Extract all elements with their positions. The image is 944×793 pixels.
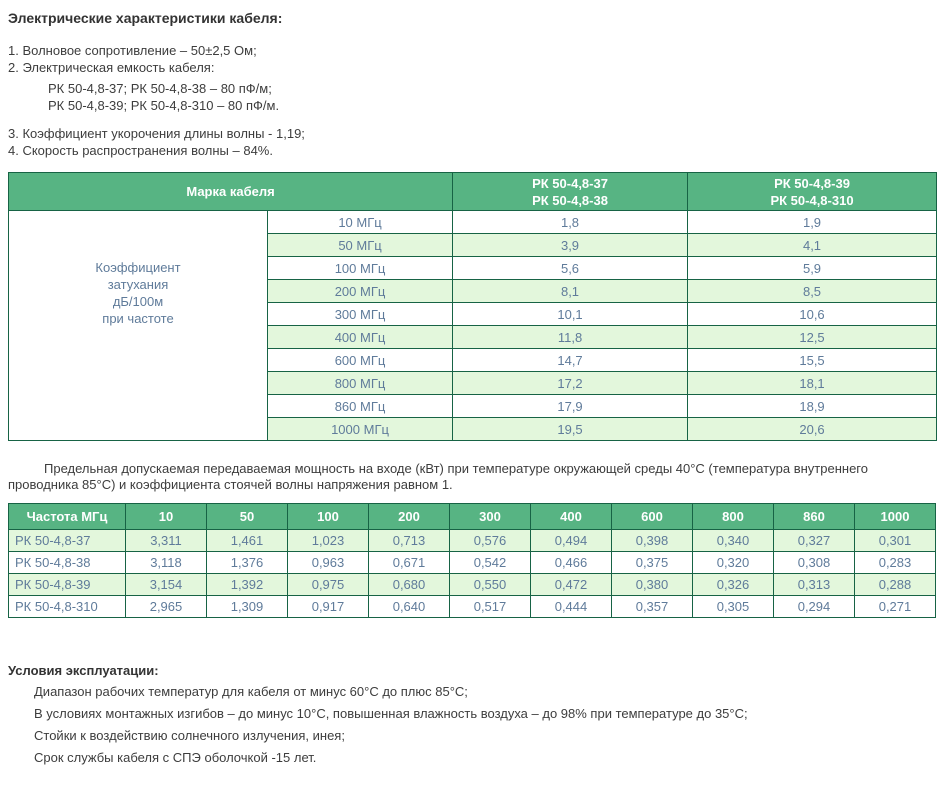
value-cell: 0,283 [855, 552, 936, 574]
value-cell: 8,5 [688, 280, 937, 303]
value-cell: 0,327 [774, 530, 855, 552]
value-cell: 0,550 [450, 574, 531, 596]
value-cell: 0,326 [693, 574, 774, 596]
table-row [9, 552, 936, 574]
power-table [8, 503, 936, 618]
value-cell: 18,9 [688, 395, 937, 418]
freq-cell: 10 МГц [268, 211, 453, 234]
value-cell: 1,376 [207, 552, 288, 574]
value-cell: 0,975 [288, 574, 369, 596]
value-cell: 0,271 [855, 596, 936, 618]
value-cell: 0,308 [774, 552, 855, 574]
freq-cell: 600 МГц [268, 349, 453, 372]
value-cell: 2,965 [126, 596, 207, 618]
header-cable-310: РК 50-4,8-310 [770, 192, 854, 208]
usage-item-service-life: Срок службы кабеля с СПЭ оболочкой -15 лет. [34, 750, 317, 765]
freq-cell: 400 МГц [268, 326, 453, 349]
power-header-row [9, 504, 936, 530]
attenuation-side-label [9, 211, 268, 441]
value-cell: 1,392 [207, 574, 288, 596]
value-cell: 0,472 [531, 574, 612, 596]
header-freq-value: 100 [288, 504, 369, 530]
header-freq-value: 600 [612, 504, 693, 530]
value-cell: 17,9 [453, 395, 688, 418]
value-cell: 0,640 [369, 596, 450, 618]
value-cell: 0,680 [369, 574, 450, 596]
header-cable-37: РК 50-4,8-37 [532, 175, 608, 191]
usage-item-solar: Стойки к воздействию солнечного излучения, инея; [34, 728, 345, 743]
value-cell: 0,517 [450, 596, 531, 618]
freq-cell: 50 МГц [268, 234, 453, 257]
attenuation-header-row [9, 173, 937, 211]
cable-label-cell: РК 50-4,8-37 [9, 530, 126, 552]
header-cable-39-310 [688, 173, 937, 211]
value-cell: 15,5 [688, 349, 937, 372]
table-row [9, 211, 937, 234]
table-row [9, 596, 936, 618]
capacitance-sublist [48, 80, 936, 114]
value-cell: 1,309 [207, 596, 288, 618]
value-cell: 0,340 [693, 530, 774, 552]
side-label-line: затухания [107, 277, 169, 292]
value-cell: 0,313 [774, 574, 855, 596]
value-cell: 3,311 [126, 530, 207, 552]
value-cell: 0,963 [288, 552, 369, 574]
table-row [9, 530, 936, 552]
table-row [9, 574, 936, 596]
cable-label-cell: РК 50-4,8-39 [9, 574, 126, 596]
header-cable-39: РК 50-4,8-39 [774, 175, 850, 191]
freq-cell: 100 МГц [268, 257, 453, 280]
value-cell: 17,2 [453, 372, 688, 395]
value-cell: 19,5 [453, 418, 688, 441]
value-cell: 3,154 [126, 574, 207, 596]
list-item-shortening: 3. Коэффициент укорочения длины волны - 1,19; [8, 126, 305, 141]
freq-cell: 300 МГц [268, 303, 453, 326]
usage-conditions-title: Условия эксплуатации: [8, 663, 159, 678]
list-item-velocity: 4. Скорость распространения волны – 84%. [8, 143, 273, 158]
page-title: Электрические характеристики кабеля: [8, 10, 283, 26]
value-cell: 8,1 [453, 280, 688, 303]
value-cell: 1,8 [453, 211, 688, 234]
freq-cell: 200 МГц [268, 280, 453, 303]
value-cell: 1,9 [688, 211, 937, 234]
value-cell: 10,1 [453, 303, 688, 326]
value-cell: 20,6 [688, 418, 937, 441]
value-cell: 0,398 [612, 530, 693, 552]
cable-label-cell: РК 50-4,8-38 [9, 552, 126, 574]
value-cell: 0,917 [288, 596, 369, 618]
freq-cell: 800 МГц [268, 372, 453, 395]
header-freq-value: 50 [207, 504, 288, 530]
value-cell: 0,576 [450, 530, 531, 552]
header-cable-37-38 [453, 173, 688, 211]
header-freq-value: 200 [369, 504, 450, 530]
value-cell: 1,461 [207, 530, 288, 552]
value-cell: 5,6 [453, 257, 688, 280]
value-cell: 0,288 [855, 574, 936, 596]
header-frequency: Частота МГц [9, 504, 126, 530]
value-cell: 0,466 [531, 552, 612, 574]
usage-conditions-section [8, 663, 936, 765]
capacitance-line-1: РК 50-4,8-37; РК 50-4,8-38 – 80 пФ/м; [48, 81, 272, 96]
value-cell: 3,118 [126, 552, 207, 574]
header-freq-value: 860 [774, 504, 855, 530]
value-cell: 14,7 [453, 349, 688, 372]
header-freq-value: 800 [693, 504, 774, 530]
header-freq-value: 10 [126, 504, 207, 530]
freq-cell: 1000 МГц [268, 418, 453, 441]
value-cell: 0,380 [612, 574, 693, 596]
power-note: Предельная допускаемая передаваемая мощность на входе (кВт) при температуре окружающей среды 40°С (температура внутреннего проводника 85°С) и коэффициента стоячей волны напряжения равном 1. [8, 461, 868, 492]
value-cell: 0,671 [369, 552, 450, 574]
value-cell: 1,023 [288, 530, 369, 552]
value-cell: 10,6 [688, 303, 937, 326]
value-cell: 3,9 [453, 234, 688, 257]
value-cell: 0,305 [693, 596, 774, 618]
cable-label-cell: РК 50-4,8-310 [9, 596, 126, 618]
usage-item-temperature-range: Диапазон рабочих температур для кабеля от минус 60°С до плюс 85°С; [34, 684, 468, 699]
capacitance-line-2: РК 50-4,8-39; РК 50-4,8-310 – 80 пФ/м. [48, 98, 280, 113]
side-label-line: при частоте [102, 311, 174, 326]
attenuation-table [8, 172, 937, 441]
header-freq-value: 1000 [855, 504, 936, 530]
value-cell: 0,542 [450, 552, 531, 574]
header-cable-brand: Марка кабеля [9, 173, 453, 211]
value-cell: 0,357 [612, 596, 693, 618]
value-cell: 0,713 [369, 530, 450, 552]
value-cell: 5,9 [688, 257, 937, 280]
value-cell: 4,1 [688, 234, 937, 257]
value-cell: 0,444 [531, 596, 612, 618]
side-label-line: дБ/100м [112, 294, 164, 309]
header-cable-38: РК 50-4,8-38 [532, 192, 608, 208]
list-item-impedance: 1. Волновое сопротивление – 50±2,5 Ом; [8, 43, 257, 58]
usage-item-bending: В условиях монтажных изгибов – до минус 10°С, повышенная влажность воздуха – до 98% при температуре до 35°С; [34, 706, 748, 721]
header-freq-value: 400 [531, 504, 612, 530]
value-cell: 18,1 [688, 372, 937, 395]
list-item-capacitance: 2. Электрическая емкость кабеля: [8, 60, 215, 75]
value-cell: 0,294 [774, 596, 855, 618]
value-cell: 0,494 [531, 530, 612, 552]
value-cell: 11,8 [453, 326, 688, 349]
value-cell: 0,301 [855, 530, 936, 552]
freq-cell: 860 МГц [268, 395, 453, 418]
value-cell: 0,375 [612, 552, 693, 574]
value-cell: 12,5 [688, 326, 937, 349]
electrical-characteristics-list [8, 42, 936, 159]
value-cell: 0,320 [693, 552, 774, 574]
header-freq-value: 300 [450, 504, 531, 530]
side-label-line: Коэффициент [95, 260, 181, 275]
